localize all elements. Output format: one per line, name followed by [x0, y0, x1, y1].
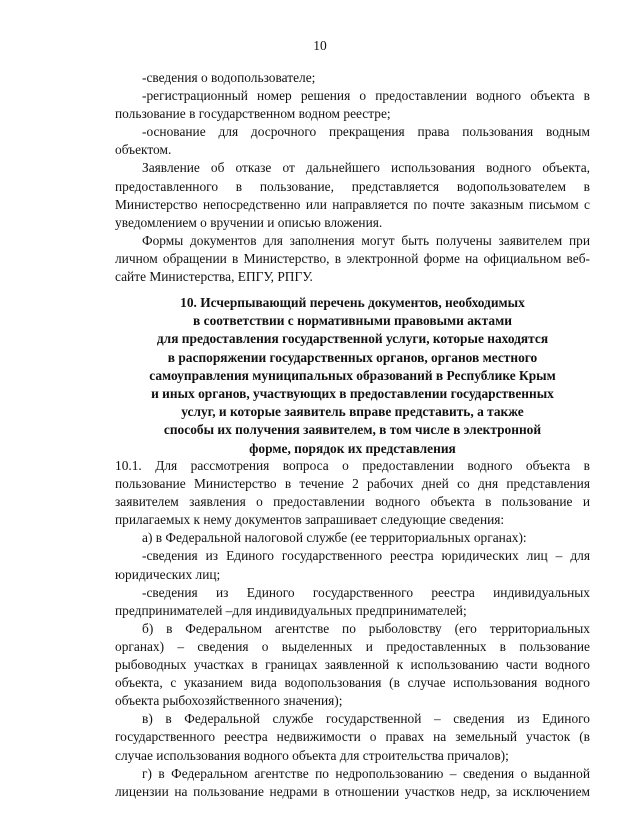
text-line: -сведения о водопользователе; [142, 70, 316, 85]
text-line: сайте Министерства, ЕПГУ, РПГУ. [115, 269, 313, 285]
text-line: предпринимателей –для индивидуальных предпринимателей; [115, 602, 467, 618]
text-line: юридических лиц; [115, 566, 221, 582]
text-line: Формы документов для заполнения могут быть получены заявителем при [142, 232, 590, 248]
heading-line: 10. Исчерпывающий перечень документов, необходимых [180, 295, 525, 310]
text-line: -сведения из Единого государственного реестра юридических лиц – для [142, 548, 590, 564]
text-line: в) в Федеральной службе государственной – сведения из Единого [142, 711, 590, 727]
text-line: пользование Министерство в течение 2 рабочих дней со дня представления [115, 476, 590, 492]
intro-text-block [115, 69, 590, 286]
section-heading [115, 294, 590, 458]
text-line: г) в Федеральном агентстве по недропользованию – сведения о выданной [142, 765, 590, 781]
text-line: объекта, с указанием вида водопользования (в случае использования водного [115, 675, 590, 691]
text-line: уведомлением о вручении и описью вложения. [115, 214, 383, 230]
text-line: заявителем заявления о предоставлении водного объекта в пользование и [115, 494, 590, 510]
text-line: прилагаемых к нему документов запрашивает следующие сведения: [115, 512, 505, 528]
text-line: Заявление об отказе от дальнейшего использования водного объекта, [142, 160, 590, 176]
heading-line: в соответствии с нормативными правовыми актами [193, 313, 512, 329]
heading-line: в распоряжении государственных органов, органов местного [167, 349, 538, 365]
text-line: объектом. [115, 142, 172, 158]
text-line: а) в Федеральной налоговой службе (ее территориальных органах): [142, 530, 527, 546]
heading-line: самоуправления муниципальных образований в Республике Крым [149, 367, 556, 383]
heading-line: для предоставления государственной услуги, которые находятся [156, 331, 549, 347]
text-line: государственного реестра недвижимости о правах на земельный участок (в [115, 729, 590, 745]
text-line: объекта рыбохозяйственного значения); [115, 693, 343, 709]
text-line: пользование в государственном водном реестре; [115, 106, 391, 122]
text-line: органах) – сведения о выделенных и предоставленных в пользование [115, 638, 590, 654]
heading-line: форме, порядок их представления [249, 440, 456, 456]
text-line: предоставленного в пользование, представляется водопользователем в [115, 178, 590, 194]
text-line: -регистрационный номер решения о предоставлении водного объекта в [142, 88, 590, 104]
text-line: -сведения из Единого государственного реестра индивидуальных [142, 584, 590, 600]
heading-line: услуг, и которые заявитель вправе представить, а также [181, 404, 524, 420]
text-line: б) в Федеральном агентстве по рыболовству (его территориальных [142, 620, 590, 636]
page-number: 10 [313, 38, 327, 53]
text-line: Министерство непосредственно или направляется по почте заказным письмом с [115, 196, 590, 212]
heading-line: способы их получения заявителем, в том числе в электронной [163, 422, 542, 438]
text-line: -основание для досрочного прекращения права пользования водным [142, 124, 590, 140]
text-line: личном обращении в Министерство, в электронной форме на официальном веб- [115, 250, 590, 266]
heading-line: и иных органов, участвующих в предоставлении государственных [151, 386, 554, 402]
text-line: лицензии на пользование недрами в отношении участков недр, за исключением [115, 783, 590, 799]
section-body-text [115, 457, 590, 801]
text-line: 10.1. Для рассмотрения вопроса о предоставлении водного объекта в [115, 458, 590, 473]
text-line: рыбоводных участках в границах заявленной к использованию части водного [115, 657, 590, 673]
text-line: случае использования водного объекта для строительства причалов); [115, 747, 509, 763]
